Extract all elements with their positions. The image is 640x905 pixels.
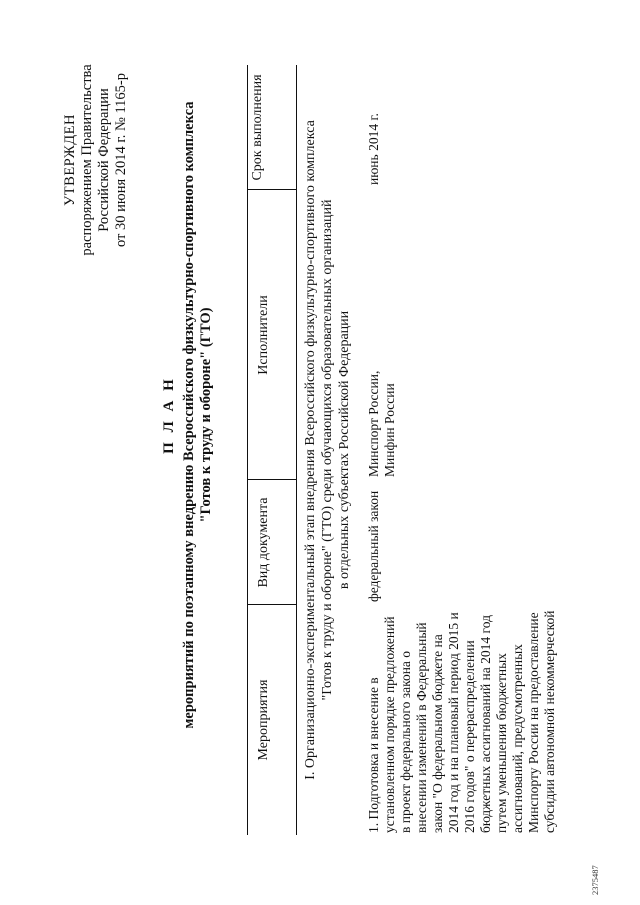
header-term: Срок выполнения — [250, 74, 265, 181]
plan-subtitle — [181, 35, 215, 795]
section-title-line-2: "Готов к труду и обороне" (ГТО) среди обучающихся образовательных организаций — [320, 199, 335, 701]
header-executors: Исполнители — [256, 295, 271, 375]
row-1-executors: Минспорт России, Минфин России — [366, 370, 397, 477]
header-events: Мероприятия — [256, 679, 271, 761]
approval-line-3: Российской Федерации — [96, 88, 112, 232]
approval-line-2: распоряжением Правительства — [79, 64, 95, 256]
row-1-doc-type: федеральный закон — [366, 490, 381, 602]
plan-title: П Л А Н — [161, 376, 177, 454]
approval-line-4: от 30 июня 2014 г. № 1165-р — [113, 73, 129, 247]
table-header-rule — [296, 65, 297, 835]
approval-heading: УТВЕРЖДЕН — [62, 114, 78, 206]
plan-subtitle-line-2: "Готов к труду и обороне" (ГТО) — [198, 307, 214, 523]
section-title — [302, 80, 353, 820]
row-1-term: июнь 2014 г. — [366, 113, 381, 185]
section-title-line-3: в отдельных субъектах Российской Федерации — [337, 310, 352, 590]
table-top-rule — [247, 65, 248, 835]
document-id: 2375487 — [590, 865, 600, 895]
section-title-line-1: I. Организационно-экспериментальный этап внедрения Всероссийского физкультурно-спортивного комплекса — [303, 120, 318, 780]
approval-block — [62, 20, 130, 300]
plan-subtitle-line-1: мероприятий по поэтапному внедрению Всероссийского физкультурно-спортивного комплекса — [181, 101, 197, 729]
row-1-event: 1. Подготовка и внесение в установленном порядке предложений в проект федерального закона о внесении изменений в Федеральный закон "О федеральном бюджете на 2014 год и на плановый период 2015 и 2016 годов" о перераспределении бюджетных ассигнований на 2014 год путем уменьшения бюджетных ассигнований, предусмотренных Минспорту России на предоставление субсидии автономной некоммерческой — [366, 610, 557, 833]
header-doc-type: Вид документа — [256, 497, 271, 588]
